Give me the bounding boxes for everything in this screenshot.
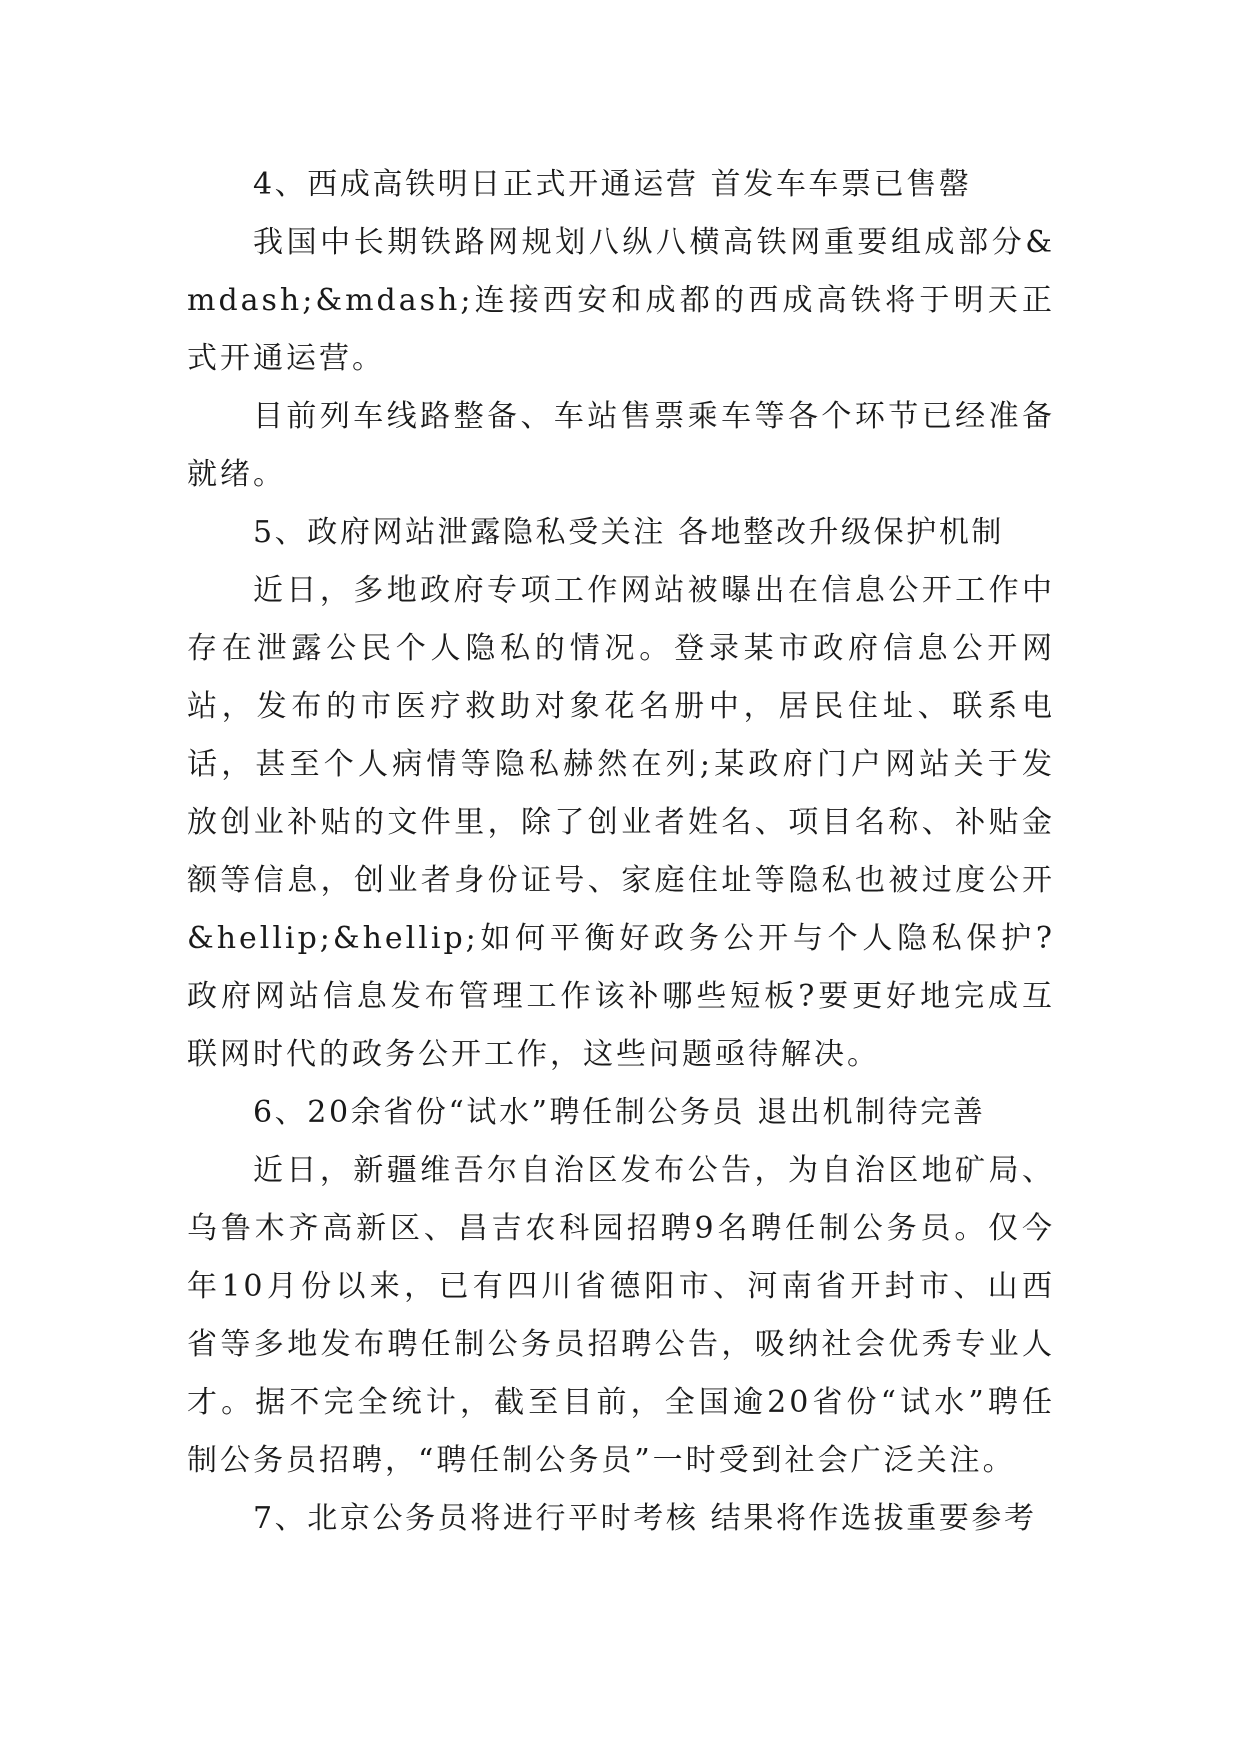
news-headline-5: 5、政府网站泄露隐私受关注 各地整改升级保护机制 (253, 515, 1005, 550)
news-paragraph: 目前列车线路整备、车站售票乘车等各个环节已经准备就绪。 (187, 399, 1055, 492)
news-headline-6: 6、20余省份“试水”聘任制公务员 退出机制待完善 (253, 1095, 986, 1130)
document-body (187, 156, 1055, 1548)
news-paragraph: 近日，新疆维吾尔自治区发布公告，为自治区地矿局、乌鲁木齐高新区、昌吉农科园招聘9名聘任制公务员。仅今年10月份以来，已有四川省德阳市、河南省开封市、山西省等多地发布聘任制公务员招聘公告，吸纳社会优秀专业人才。据不完全统计，截至目前，全国逾20省份“试水”聘任制公务员招聘，“聘任制公务员”一时受到社会广泛关注。 (187, 1153, 1055, 1478)
news-headline-7: 7、北京公务员将进行平时考核 结果将作选拔重要参考 (253, 1501, 1037, 1536)
news-paragraph: 我国中长期铁路网规划八纵八横高铁网重要组成部分&mdash;&mdash;连接西安和成都的西成高铁将于明天正式开通运营。 (187, 225, 1055, 376)
news-headline-4: 4、西成高铁明日正式开通运营 首发车车票已售罄 (253, 167, 972, 202)
news-paragraph: 近日，多地政府专项工作网站被曝出在信息公开工作中存在泄露公民个人隐私的情况。登录某市政府信息公开网站，发布的市医疗救助对象花名册中，居民住址、联系电话，甚至个人病情等隐私赫然在列;某政府门户网站关于发放创业补贴的文件里，除了创业者姓名、项目名称、补贴金额等信息，创业者身份证号、家庭住址等隐私也被过度公开&hellip;&hellip;如何平衡好政务公开与个人隐私保护?政府网站信息发布管理工作该补哪些短板?要更好地完成互联网时代的政务公开工作，这些问题亟待解决。 (187, 573, 1055, 1072)
